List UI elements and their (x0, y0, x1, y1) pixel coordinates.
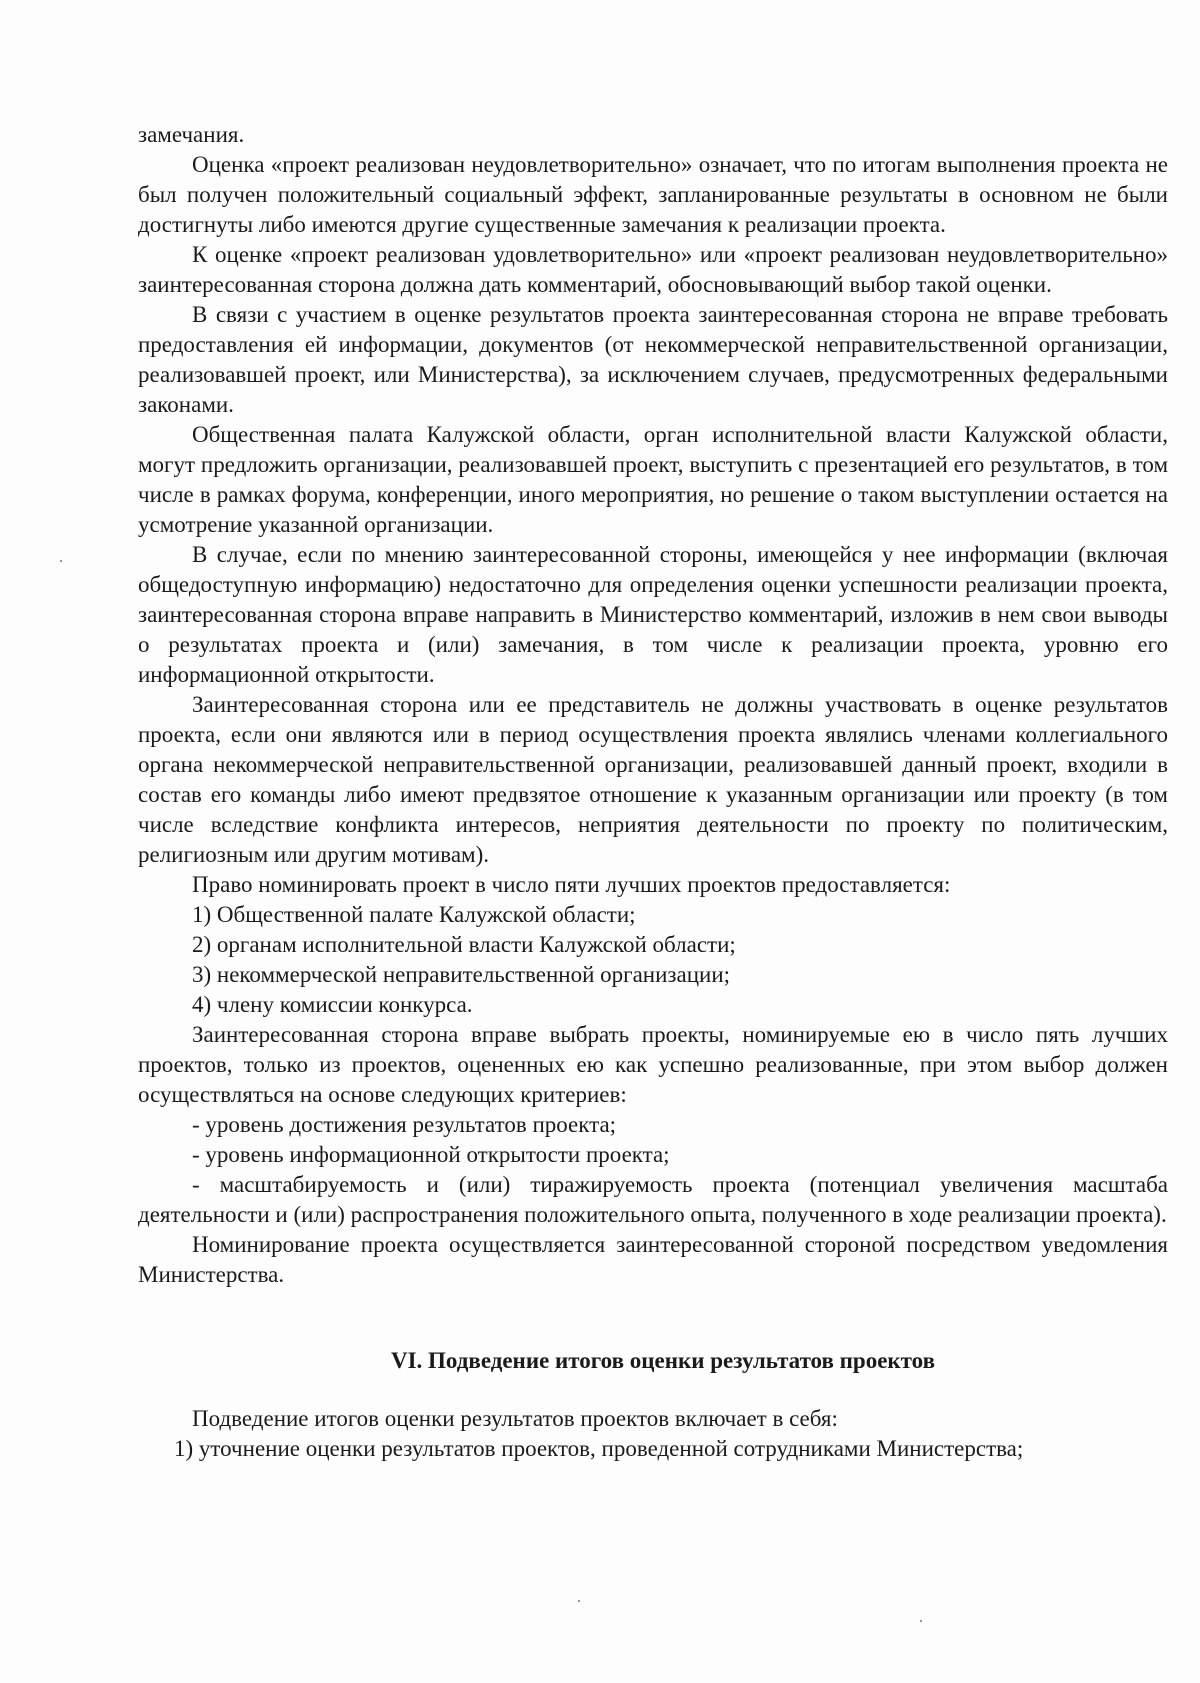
paragraph-continuation: замечания. (138, 122, 245, 147)
document-body (138, 120, 1168, 1464)
list-item: 4) члену комиссии конкурса. (192, 992, 473, 1017)
paragraph-conflict-of-interest: Заинтересованная сторона или ее представитель не должны участвовать в оценке результатов проекта, если они являются или в период осуществления проекта являлись членами коллегиального органа некоммерческой неправительственной организации, реализовавшей данный проект, входили в состав его команды либо имеют предвзятое отношение к указанным организации или проекту (в том числе вследствие конфликта интересов, неприятия деятельности по проекту по политическим, религиозным или другим мотивам). (138, 692, 1168, 867)
section-list-item: 1) уточнение оценки результатов проектов, проведенной сотрудниками Министерства; (174, 1436, 1024, 1461)
paragraph-presentation-offer: Общественная палата Калужской области, орган исполнительной власти Калужской области, могут предложить организации, реализовавшей проект, выступить с презентацией его результатов, в том числе в рамках форума, конференции, иного мероприятия, но решение о таком выступлении остается на усмотрение указанной организации. (138, 422, 1168, 537)
list-item: 1) Общественной палате Калужской области; (192, 902, 636, 927)
paragraph-unsatisfactory-definition: Оценка «проект реализован неудовлетворительно» означает, что по итогам выполнения проекта не был получен положительный социальный эффект, запланированные результаты в основном не были достигнуты либо имеются другие существенные замечания к реализации проекта. (138, 152, 1168, 237)
paragraph-insufficient-information: В случае, если по мнению заинтересованной стороны, имеющейся у нее информации (включая общедоступную информацию) недостаточно для определения оценки успешности реализации проекта, заинтересованная сторона вправе направить в Министерство комментарий, изложив в нем свои выводы о результатах проекта и (или) замечания, в том числе к реализации проекта, уровню его информационной открытости. (138, 542, 1168, 687)
criteria-item: - уровень информационной открытости проекта; (192, 1142, 670, 1167)
list-item: 2) органам исполнительной власти Калужской области; (192, 932, 736, 957)
criteria-item: - уровень достижения результатов проекта; (192, 1112, 617, 1137)
scan-speck (60, 560, 62, 562)
criteria-item: - масштабируемость и (или) тиражируемость проекта (потенциал увеличения масштаба деятельности и (или) распространения положительного опыта, полученного в ходе реализации проекта). (138, 1172, 1168, 1227)
list-item: 3) некоммерческой неправительственной организации; (192, 962, 731, 987)
paragraph-comment-requirement: К оценке «проект реализован удовлетворительно» или «проект реализован неудовлетворительно» заинтересованная сторона должна дать комментарий, обосновывающий выбор такой оценки. (138, 242, 1168, 297)
section-heading: VI. Подведение итогов оценки результатов проектов (390, 1348, 936, 1373)
scan-speck (578, 1600, 580, 1602)
paragraph-criteria-intro: Заинтересованная сторона вправе выбрать проекты, номинируемые ею в число пять лучших проектов, только из проектов, оцененных ею как успешно реализованные, при этом выбор должен осуществляться на основе следующих критериев: (138, 1022, 1168, 1107)
paragraph-information-restriction: В связи с участием в оценке результатов проекта заинтересованная сторона не вправе требовать предоставления ей информации, документов (от некоммерческой неправительственной организации, реализовавшей проект, или Министерства), за исключением случаев, предусмотренных федеральными законами. (138, 302, 1168, 417)
scan-speck (920, 1620, 922, 1622)
paragraph-nomination-right: Право номинировать проект в число пяти лучших проектов предоставляется: (192, 872, 951, 897)
paragraph-nomination-note: Номинирование проекта осуществляется заинтересованной стороной посредством уведомления Министерства. (138, 1232, 1168, 1287)
paragraph-section-intro: Подведение итогов оценки результатов проектов включает в себя: (192, 1406, 838, 1431)
